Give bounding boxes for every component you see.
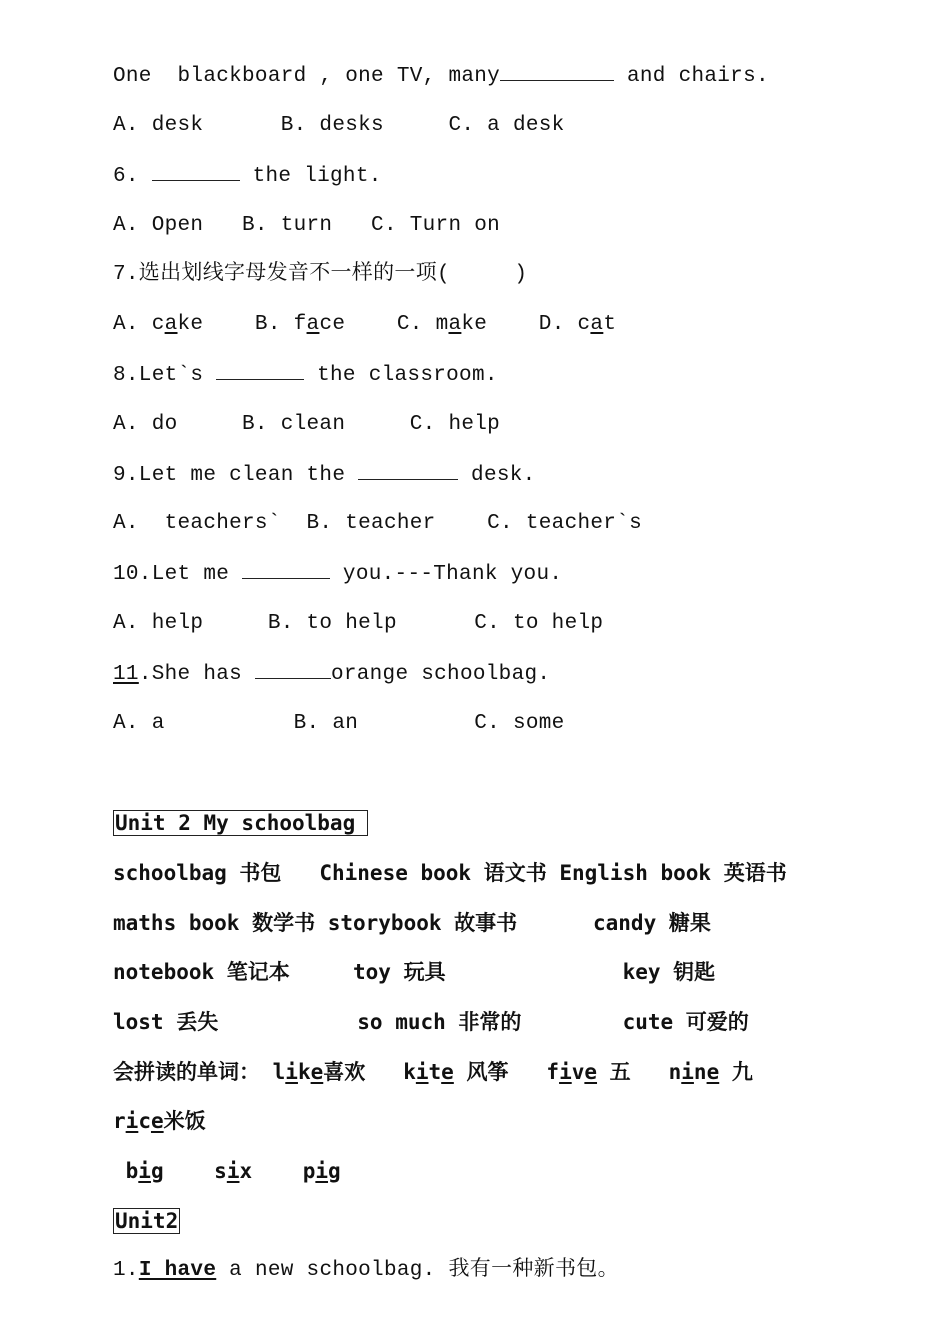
question-6-options: A. Open B. turn C. Turn on: [113, 214, 501, 237]
vocab-line-4: lost 丢失 so much 非常的 cute 可爱的: [113, 1010, 749, 1034]
phonics-word: kite 风筝: [390, 1060, 534, 1084]
answer-blank: [255, 660, 331, 679]
question-11-stem: 11.She has orange schoolbag.: [113, 660, 550, 689]
vocab-line-2: maths book 数学书 storybook 故事书 candy 糖果: [113, 911, 711, 935]
question-5-options: A. desk B. desks C. a desk: [113, 114, 565, 137]
phonics-word: nine 九: [655, 1060, 753, 1084]
question-8-options: A. do B. clean C. help: [113, 413, 501, 436]
question-10-options: A. help B. to help C. to help: [113, 612, 604, 635]
question-5-stem: One blackboard , one TV, many and chairs.: [113, 62, 769, 91]
answer-blank: [242, 560, 330, 579]
unit-heading: Unit 2 My schoolbag: [113, 809, 368, 837]
answer-blank: [216, 361, 304, 380]
question-9-stem: 9.Let me clean the desk.: [113, 461, 536, 490]
vocab-line-3: notebook 笔记本 toy 玩具 key 钥匙: [113, 960, 716, 984]
answer-blank: [152, 162, 240, 181]
question-8-stem: 8.Let`s the classroom.: [113, 361, 498, 390]
question-7-options: A. cake B. face C. make D. cat: [113, 313, 617, 336]
phonics-word: five 五: [533, 1060, 656, 1084]
answer-blank: [500, 62, 614, 81]
phonics-line: 会拼读的单词： like喜欢 kite 风筝 five 五 nine 九: [113, 1060, 753, 1084]
phonics-word: like喜欢: [260, 1060, 391, 1084]
vocab-line-1: schoolbag 书包 Chinese book 语文书 English book 英语书: [113, 861, 787, 885]
unit2-label: Unit2: [115, 1209, 179, 1233]
question-9-options: A. teachers` B. teacher C. teacher`s: [113, 512, 642, 535]
question-11-options: A. a B. an C. some: [113, 712, 565, 735]
question-10-stem: 10.Let me you.---Thank you.: [113, 560, 562, 589]
question-7-stem: 7.选出划线字母发音不一样的一项( ): [113, 263, 528, 286]
answer-blank: [358, 461, 458, 480]
sentence-1: 1.I have a new schoolbag. 我有一种新书包。: [113, 1259, 619, 1282]
short-vowel-words: big six pig: [113, 1159, 341, 1183]
question-6-stem: 6. the light.: [113, 162, 382, 191]
phonics-word-rice: rice米饭: [113, 1109, 206, 1133]
